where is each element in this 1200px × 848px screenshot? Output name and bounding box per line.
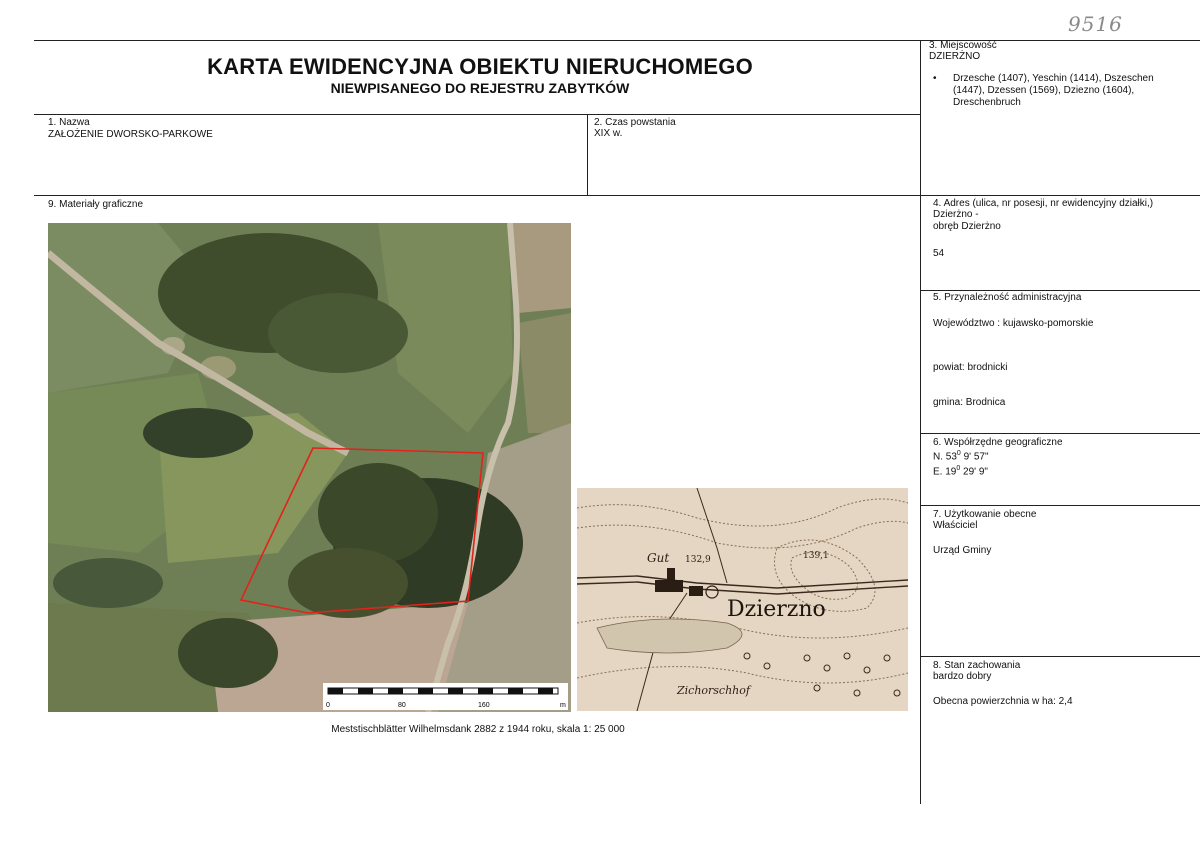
field-address-label: 4. Adres (ulica, nr posesji, nr ewidencyjny działki,)	[933, 198, 1154, 209]
frame-field5-bottom-line	[921, 433, 1200, 434]
aerial-photo-image	[48, 223, 571, 712]
field-name	[48, 117, 213, 141]
field-date-value: XIX w.	[594, 128, 623, 139]
scale-label-80: 80	[398, 702, 406, 709]
field-address-line2: obręb Dzierżno	[933, 221, 1001, 232]
field-locality-value: DZIERŻNO	[929, 51, 981, 62]
field-condition-label: 8. Stan zachowania	[933, 660, 1021, 671]
frame-title-bottom-line	[34, 114, 921, 115]
map-label-hamlet: Zichorschhof	[677, 684, 750, 697]
document-title: KARTA EWIDENCYJNA OBIEKTU NIERUCHOMEGO	[207, 54, 753, 79]
field-usage-label: 7. Użytkowanie obecne	[933, 509, 1037, 520]
latitude-value: N. $53^0$ 9' 57"	[933, 450, 989, 463]
field-administration-label: 5. Przynależność administracyjna	[933, 292, 1082, 303]
field-locality	[929, 40, 1197, 109]
frame-name-date-divider	[587, 114, 588, 195]
field-date	[594, 117, 676, 140]
county-value: powiat: brodnicki	[933, 362, 1008, 373]
historical-map	[577, 488, 908, 711]
commune-value: gmina: Brodnica	[933, 397, 1006, 408]
voivodeship-value: Województwo : kujawsko-pomorskie	[933, 318, 1094, 329]
frame-field6-bottom-line	[921, 505, 1200, 506]
owner-label: Właściciel	[933, 520, 978, 531]
frame-field7-bottom-line	[921, 656, 1200, 657]
field-address-line1: Dzierżno -	[933, 209, 979, 220]
area-value: Obecna powierzchnia w ha: 2,4	[933, 696, 1073, 707]
frame-right-column-divider	[920, 40, 921, 804]
scale-label-160: 160	[478, 702, 490, 709]
frame-row1-bottom-line	[34, 195, 1200, 196]
map-caption: Meststischblätter Wilhelmsdank 2882 z 1944 roku, skala 1: 25 000	[331, 724, 625, 735]
document-subtitle: NIEWPISANEGO DO REJESTRU ZABYTKÓW	[330, 80, 630, 96]
field-date-label: 2. Czas powstania	[594, 117, 676, 128]
historical-names-item: • Drzesche (1407), Yeschin (1414), Dszeschen (1447), Dzessen (1569), Dziezno (1604), Dreschenbruch	[929, 73, 1159, 109]
field-condition	[933, 660, 1193, 708]
handwritten-catalog-number: 9516	[1068, 12, 1123, 36]
field-address-parcel: 54	[933, 248, 945, 259]
scale-label-0: 0	[326, 702, 330, 709]
historical-map-image	[577, 488, 908, 711]
field-graphics-label: 9. Materiały graficzne	[48, 199, 144, 210]
map-label-town: Dzierzno	[727, 597, 826, 622]
field-coordinates-label: 6. Współrzędne geograficzne	[933, 437, 1063, 448]
field-usage	[933, 509, 1193, 557]
owner-value: Urząd Gminy	[933, 545, 992, 556]
field-locality-label: 3. Miejscowość	[929, 40, 997, 51]
field-address	[933, 198, 1193, 260]
map-label-elevation-2: 139,1	[803, 551, 829, 561]
map-label-elevation-1: 132,9	[685, 555, 711, 565]
aerial-photo	[48, 223, 571, 712]
map-label-building: Gut	[647, 551, 670, 565]
scale-label-unit: m	[560, 702, 566, 709]
field-administration	[933, 292, 1193, 408]
field-name-label: 1. Nazwa	[48, 117, 90, 128]
frame-field4-bottom-line	[921, 290, 1200, 291]
field-coordinates	[933, 437, 1193, 479]
historical-names-list	[929, 73, 1159, 109]
longitude-value: E. $19^0$ 29' 9"	[933, 465, 988, 478]
condition-value: bardzo dobry	[933, 671, 992, 682]
field-name-value: ZAŁOŻENIE DWORSKO-PARKOWE	[48, 129, 213, 140]
